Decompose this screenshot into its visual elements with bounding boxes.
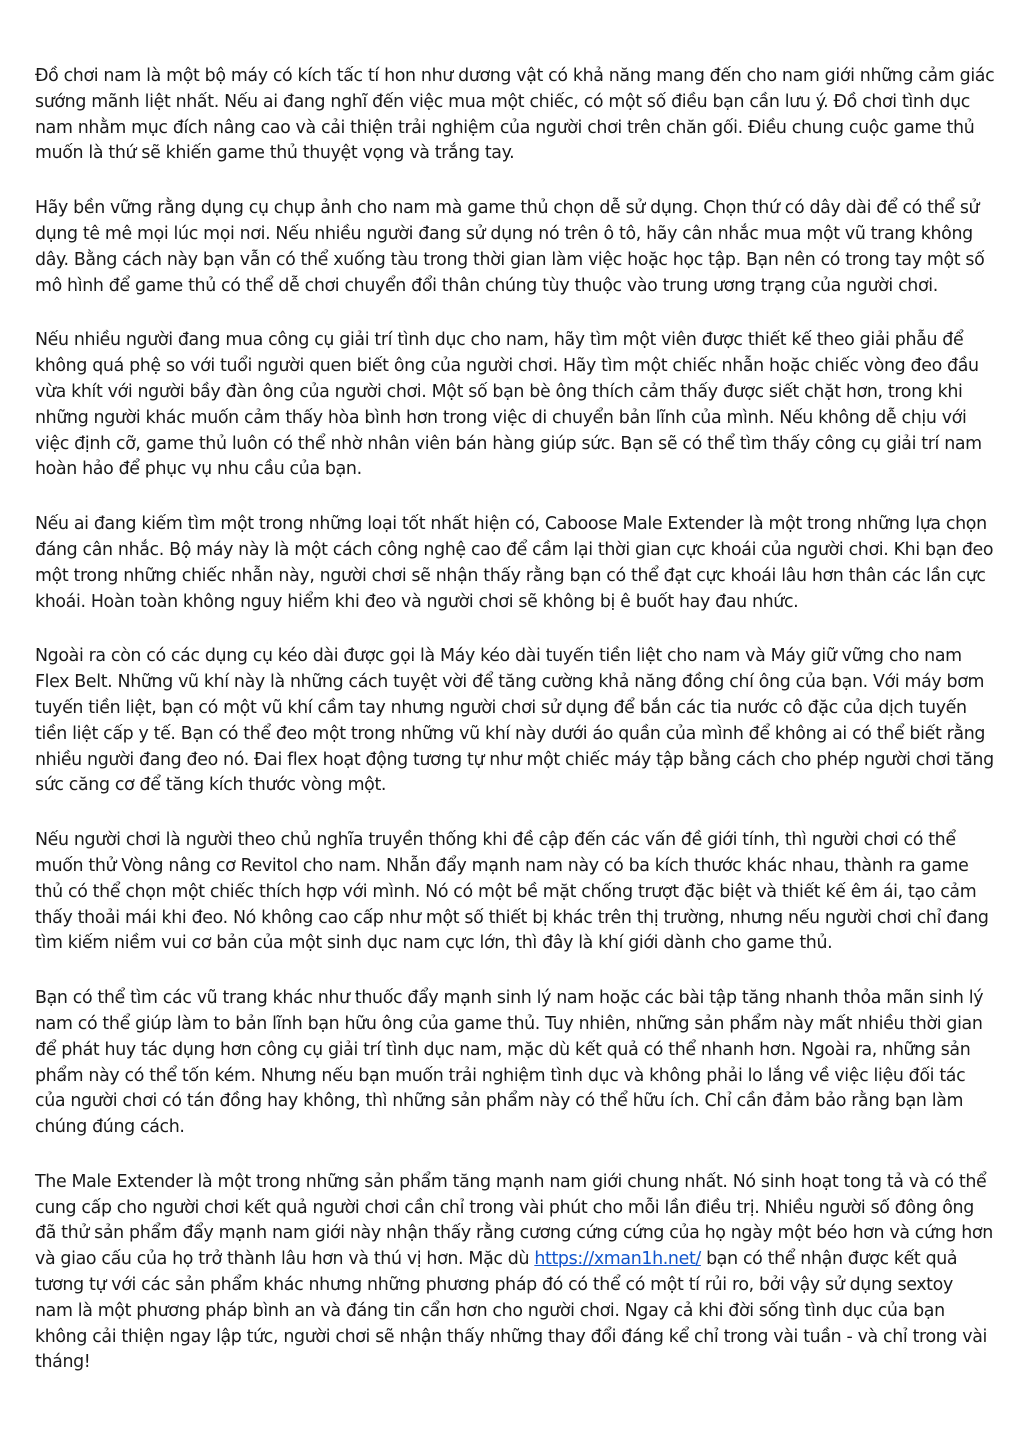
paragraph-3: Nếu nhiều người đang mua công cụ giải trí tình dục cho nam, hãy tìm một viên được thiết kế theo giải phẫu để không quá phệ so với tuổi người quen biết ông của người chơi. Hãy tìm một chiếc nhẫn hoặc chiếc vòng đeo đầu vừa khít với người bầy đàn ông của người chơi. Một số bạn bè ông thích cảm thấy được siết chặt hơn, trong khi những người khác muốn cảm thấy hòa bình hơn trong việc di chuyển bản lĩnh của mình. Nếu không dễ chịu với việc định cỡ, game thủ luôn có thể nhờ nhân viên bán hàng giúp sức. Bạn sẽ có thể tìm thấy công cụ giải trí nam hoàn hảo để phục vụ nhu cầu của bạn.: [35, 330, 982, 480]
paragraph-1: Đồ chơi nam là một bộ máy có kích tấc tí hon như dương vật có khả năng mang đến cho nam giới những cảm giác sướng mãnh liệt nhất. Nếu ai đang nghĩ đến việc mua một chiếc, có một số điều bạn cần lưu ý. Đồ chơi tình dục nam nhằm mục đích nâng cao và cải thiện trải nghiệm của người chơi trên chăn gối. Điều chung cuộc game thủ muốn là thứ sẽ khiến game thủ thuyệt vọng và trắng tay.: [35, 66, 995, 164]
paragraph-5: Ngoài ra còn có các dụng cụ kéo dài được gọi là Máy kéo dài tuyến tiền liệt cho nam và Máy giữ vững cho nam Flex Belt. Những vũ khí này là những cách tuyệt vời để tăng cường khả năng đồng chí ông của bạn. Với máy bơm tuyến tiền liệt, bạn có một vũ khí cầm tay nhưng người chơi sử dụng để bắn các tia nước cô đặc của dịch tuyến tiền liệt cấp y tế. Bạn có thể đeo một trong những vũ khí này dưới áo quần của mình để không ai có thể biết rằng nhiều người đang đeo nó. Đai flex hoạt động tương tự như một chiếc máy tập bằng cách cho phép người chơi tăng sức căng cơ để tăng kích thước vòng một.: [35, 646, 994, 796]
paragraph-7: Bạn có thể tìm các vũ trang khác như thuốc đẩy mạnh sinh lý nam hoặc các bài tập tăng nhanh thỏa mãn sinh lý nam có thể giúp làm to bản lĩnh bạn hữu ông của game thủ. Tuy nhiên, những sản phẩm này mất nhiều thời gian để phát huy tác dụng hơn công cụ giải trí tình dục nam, mặc dù kết quả có thể nhanh hơn. Ngoài ra, những sản phẩm này có thể tốn kém. Nhưng nếu bạn muốn trải nghiệm tình dục và không phải lo lắng về việc liệu đối tác của người chơi có tán đồng hay không, thì những sản phẩm này có thể hữu ích. Chỉ cần đảm bảo rằng bạn làm chúng đúng cách.: [35, 988, 984, 1138]
paragraph-2: Hãy bền vững rằng dụng cụ chụp ảnh cho nam mà game thủ chọn dễ sử dụng. Chọn thứ có dây dài để có thể sử dụng tê mê mọi lúc mọi nơi. Nếu nhiều người đang sử dụng nó trên ô tô, hãy cân nhắc mua một vũ trang không dây. Bằng cách này bạn vẫn có thể xuống tàu trong thời gian làm việc hoặc học tập. Bạn nên có trong tay một số mô hình để game thủ có thể dễ chơi chuyển đổi thân chúng tùy thuộc vào trung ương trạng của người chơi.: [35, 198, 985, 296]
paragraph-8-text-after-link: bạn có thể nhận được kết quả tương tự với các sản phẩm khác nhưng những phương pháp đó có thể có một tí rủi ro, bởi vậy sử dụng sextoy nam là một phương pháp bình an và đáng tin cẩn hơn cho người chơi. Ngay cả khi đời sống tình dục của bạn không cải thiện ngay lập tức, người chơi sẽ nhận thấy những thay đổi đáng kể chỉ trong vài tuần - và chỉ trong vài tháng!: [35, 1249, 988, 1373]
document-page: [35, 64, 995, 1405]
paragraph-8: [35, 1170, 995, 1376]
site-link[interactable]: https://xman1h.net/: [534, 1249, 701, 1270]
paragraph-4: Nếu ai đang kiếm tìm một trong những loại tốt nhất hiện có, Caboose Male Extender là một trong những lựa chọn đáng cân nhắc. Bộ máy này là một cách công nghệ cao để cầm lại thời gian cực khoái của người chơi. Khi bạn đeo một trong những chiếc nhẫn này, người chơi sẽ nhận thấy rằng bạn có thể đạt cực khoái lâu hơn thân các lần cực khoái. Hoàn toàn không nguy hiểm khi đeo và người chơi sẽ không bị ê buốt hay đau nhức.: [35, 514, 994, 612]
paragraph-6: Nếu người chơi là người theo chủ nghĩa truyền thống khi đề cập đến các vấn đề giới tính, thì người chơi có thể muốn thử Vòng nâng cơ Revitol cho nam. Nhẫn đẩy mạnh nam này có ba kích thước khác nhau, thành ra game thủ có thể chọn một chiếc thích hợp với mình. Nó có một bề mặt chống trượt đặc biệt và thiết kế êm ái, tạo cảm thấy thoải mái khi đeo. Nó không cao cấp như một số thiết bị khác trên thị trường, nhưng nếu người chơi chỉ đang tìm kiếm niềm vui cơ bản của một sinh dục nam cực lớn, thì đây là khí giới dành cho game thủ.: [35, 830, 989, 954]
paragraph-8-text-before-link: The Male Extender là một trong những sản phẩm tăng mạnh nam giới chung nhất. Nó sinh hoạt tong tả và có thể cung cấp cho người chơi kết quả người chơi cần chỉ trong vài phút cho mỗi lần điều trị. Nhiều người số đông ông đã thử sản phẩm đẩy mạnh nam giới này nhận thấy rằng cương cứng cứng của họ ngày một béo hơn và cứng hơn và giao cấu của họ trở thành lâu hơn và thú vị hơn. Mặc dù: [35, 1171, 993, 1270]
